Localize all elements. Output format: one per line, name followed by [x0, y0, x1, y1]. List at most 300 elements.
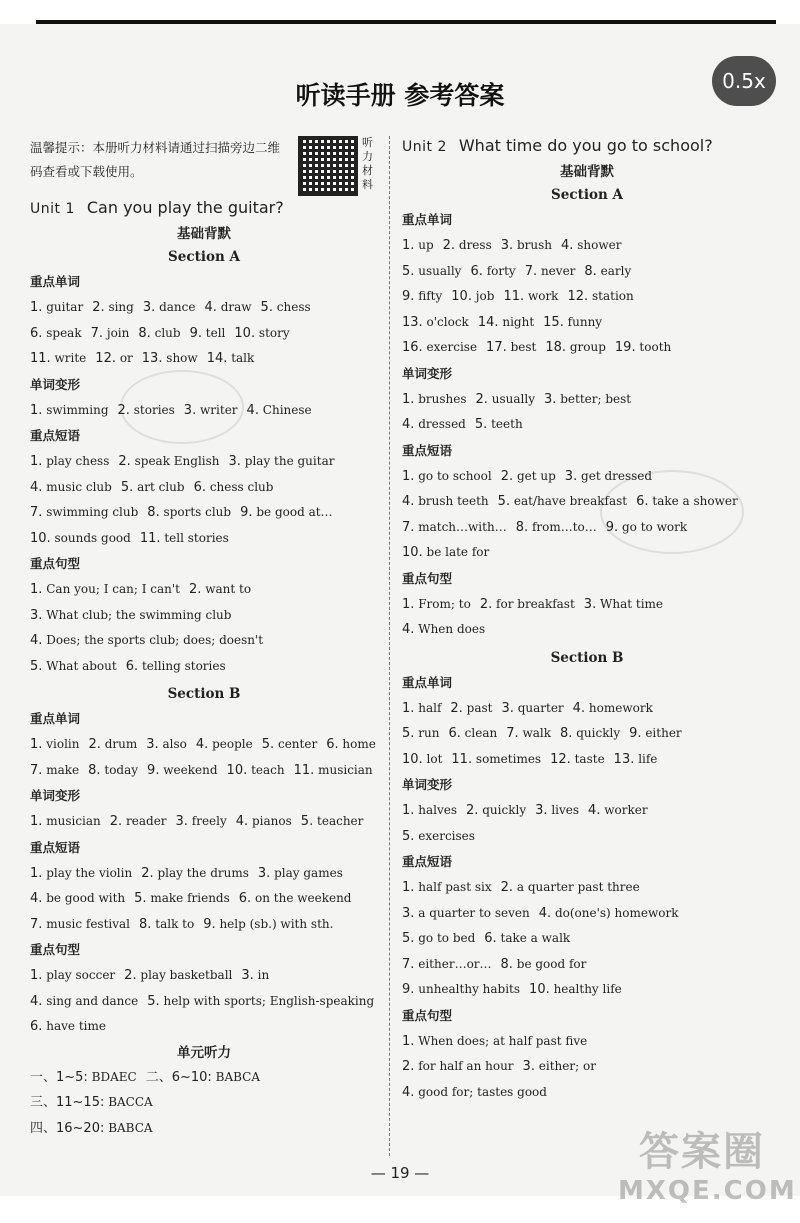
answer-number: 1.: [402, 596, 415, 612]
answer-number: 2.: [402, 1059, 415, 1074]
answer-item: [516, 520, 597, 534]
answer-number: 9.: [629, 726, 642, 741]
answer-text: from…to…: [531, 519, 597, 534]
answer-item: [402, 469, 492, 483]
answer-text: BDAEC: [91, 1069, 137, 1084]
answer-item: [146, 737, 187, 751]
answer-line: [402, 387, 772, 413]
answer-list: [402, 798, 772, 849]
answer-text: drum: [104, 737, 138, 751]
answer-item: [30, 326, 82, 340]
category-key-sentences: 重点句型: [30, 556, 81, 571]
answer-number: 2.: [475, 391, 488, 407]
answer-text: early: [600, 263, 632, 278]
answer-item: [480, 597, 575, 611]
answer-line: [30, 758, 378, 784]
answer-text: quickly: [576, 726, 621, 740]
answer-text: dress: [458, 238, 492, 252]
answer-line: [30, 295, 378, 321]
answer-item: [134, 891, 230, 905]
answer-line: [30, 963, 378, 989]
answer-item: [402, 726, 439, 740]
answer-item: [402, 1059, 514, 1073]
answer-item: [326, 737, 376, 751]
answer-item: [506, 726, 551, 740]
left-column: [30, 130, 378, 1141]
answer-number: 3.: [535, 803, 548, 818]
answer-item: [30, 659, 117, 673]
answer-text: sing: [108, 300, 134, 314]
answer-text: draw: [220, 300, 252, 314]
answer-text: eat/have breakfast: [513, 494, 628, 508]
answer-number: 四、16~20:: [30, 1120, 105, 1136]
answer-number: 12.: [567, 289, 589, 304]
answer-number: 6.: [30, 1019, 43, 1034]
answer-number: 4.: [572, 700, 586, 716]
answer-number: 6.: [448, 726, 461, 741]
section-b-heading: Section B: [550, 649, 624, 666]
answer-text: good for; tastes good: [418, 1084, 547, 1099]
answer-number: 2.: [88, 737, 101, 752]
answer-text: What about: [46, 658, 117, 673]
answer-number: 9.: [147, 762, 160, 778]
answer-item: [147, 763, 218, 777]
answer-text: BACCA: [108, 1095, 153, 1109]
answer-item: [30, 1121, 153, 1135]
answer-item: [450, 701, 492, 715]
category-key-phrases: 重点短语: [402, 442, 453, 458]
answer-item: [402, 417, 466, 431]
answer-number: 5.: [300, 814, 314, 829]
answer-text: o'clock: [426, 314, 469, 329]
answer-text: run: [418, 726, 440, 740]
answer-line: [402, 310, 772, 336]
answer-item: [478, 315, 534, 329]
answer-number: 2.: [189, 582, 202, 597]
answer-list: [402, 387, 772, 438]
answer-item: [92, 300, 134, 314]
answer-number: 7.: [402, 519, 415, 535]
answer-number: 5.: [261, 737, 275, 752]
answer-number: 9.: [189, 325, 202, 341]
answer-text: lives: [551, 803, 580, 817]
answer-list: [30, 449, 378, 551]
answer-number: 3.: [564, 468, 578, 484]
answer-number: 2.: [109, 814, 123, 829]
answer-text: writer: [200, 402, 238, 417]
basics-heading: 基础背默: [177, 226, 231, 242]
answer-number: 6.: [238, 891, 252, 906]
answer-text: forty: [486, 263, 516, 278]
answer-text: help (sb.) with sth.: [219, 916, 334, 931]
answer-text: go to school: [418, 468, 492, 483]
answer-text: sometimes: [475, 751, 542, 766]
answer-item: [606, 520, 687, 534]
answer-item: [498, 494, 627, 508]
answer-item: [402, 803, 457, 817]
answer-line: [402, 696, 772, 722]
answer-item: [503, 289, 558, 303]
answer-line: [30, 398, 378, 424]
answer-item: [584, 264, 631, 278]
answer-item: [146, 1070, 260, 1084]
answer-text: swimming: [46, 402, 109, 417]
answer-number: 6.: [30, 325, 43, 341]
answer-item: [402, 315, 469, 329]
answer-item: [402, 597, 471, 611]
answer-line: [402, 259, 772, 285]
answer-number: 4.: [30, 479, 43, 495]
answer-number: 6.: [636, 494, 649, 509]
page-number: — 19 —: [370, 1164, 430, 1182]
answer-text: job: [475, 289, 495, 303]
answer-text: have time: [46, 1019, 106, 1033]
answer-number: 9.: [240, 505, 253, 520]
answer-item: [30, 814, 101, 828]
answer-number: 4.: [402, 494, 415, 509]
answer-item: [239, 891, 352, 905]
answer-number: 3.: [402, 905, 415, 921]
answer-item: [30, 480, 112, 494]
answer-line: [30, 449, 378, 475]
answer-number: 2.: [141, 865, 154, 881]
answer-number: 3.: [583, 596, 597, 612]
basics-heading: 基础背默: [560, 164, 614, 180]
answer-text: go to work: [622, 519, 688, 534]
answer-item: [204, 300, 251, 314]
answer-text: either…or…: [418, 956, 492, 971]
answer-item: [91, 326, 130, 340]
answer-list: [30, 577, 378, 679]
answer-item: [227, 763, 285, 777]
category-key-phrases: 重点短语: [30, 839, 81, 855]
answer-text: teeth: [491, 417, 523, 431]
answer-item: [470, 264, 515, 278]
answer-number: 1.: [402, 238, 415, 253]
answer-item: [176, 814, 227, 828]
answer-line: [30, 861, 378, 887]
answer-text: work: [527, 289, 559, 303]
answer-text: exercises: [418, 828, 475, 843]
answer-number: 7.: [30, 916, 43, 932]
answer-number: 4.: [402, 1084, 415, 1100]
answer-item: [584, 597, 663, 611]
answer-text: Can you; I can; I can't: [46, 582, 180, 596]
answer-item: [525, 264, 576, 278]
answer-item: [402, 906, 530, 920]
answer-list: [402, 233, 772, 361]
answer-number: 6.: [326, 737, 339, 752]
answer-item: [629, 726, 682, 740]
category-key-words: 重点单词: [402, 212, 453, 227]
answer-number: 11.: [293, 762, 315, 778]
answer-number: 1.: [30, 737, 43, 752]
answer-line: [402, 721, 772, 747]
answer-text: half: [418, 700, 442, 715]
answer-item: [544, 392, 631, 406]
answer-number: 9.: [605, 519, 619, 535]
answer-number: 5.: [402, 726, 415, 741]
answer-number: 1.: [402, 391, 415, 407]
answer-number: 17.: [486, 340, 507, 355]
answer-number: 8.: [515, 519, 529, 535]
category-key-sentences: 重点句型: [402, 1007, 453, 1023]
answer-item: [30, 608, 231, 622]
answer-text: sounds good: [54, 530, 131, 545]
answer-item: [501, 880, 640, 894]
answer-text: usually: [491, 391, 535, 406]
category-key-sentences: 重点句型: [402, 570, 453, 586]
answer-text: brush teeth: [418, 494, 489, 508]
answer-text: teach: [251, 762, 285, 777]
answer-text: for breakfast: [496, 596, 575, 611]
answer-item: [501, 238, 552, 252]
answer-text: quickly: [482, 803, 527, 817]
answer-text: Chinese: [262, 402, 312, 417]
answer-item: [402, 622, 485, 636]
answer-text: play basketball: [140, 968, 233, 982]
answer-text: freely: [191, 814, 227, 828]
answer-item: [448, 726, 497, 740]
unit-1-heading: [30, 198, 378, 217]
answer-text: station: [591, 289, 634, 303]
answer-item: [402, 752, 442, 766]
answer-number: 13.: [141, 351, 163, 366]
answer-line: [30, 603, 378, 629]
answer-number: 16.: [402, 340, 423, 355]
answer-text: home: [342, 737, 376, 751]
answer-number: 13.: [613, 751, 635, 767]
answer-item: [121, 480, 185, 494]
answer-item: [30, 763, 79, 777]
answer-number: 14.: [477, 314, 499, 330]
category-key-words: 重点单词: [30, 274, 81, 289]
answer-number: 三、11~15:: [30, 1095, 105, 1110]
answer-item: [147, 505, 231, 519]
answer-line: [30, 321, 378, 347]
answer-number: 15.: [543, 314, 564, 330]
answer-text: What club; the swimming club: [46, 607, 232, 622]
answer-text: play soccer: [46, 968, 116, 982]
answer-number: 3.: [241, 968, 254, 983]
answer-line: [402, 233, 772, 259]
answer-text: music festival: [46, 916, 131, 931]
answer-item: [402, 931, 475, 945]
answer-item: [560, 726, 620, 740]
qr-code-block[interactable]: [298, 136, 374, 196]
answer-item: [30, 866, 132, 880]
answer-text: stories: [133, 402, 175, 417]
answer-number: 2.: [500, 468, 514, 484]
answer-item: [529, 982, 622, 996]
answer-number: 10.: [234, 325, 256, 341]
answer-number: 4.: [30, 993, 43, 1009]
answer-number: 5.: [120, 479, 134, 495]
answer-text: brush: [516, 238, 553, 252]
answer-item: [88, 737, 137, 751]
answer-number: 4.: [204, 300, 217, 315]
answer-number: 10.: [529, 982, 550, 997]
answer-line: [402, 515, 772, 541]
answer-item: [110, 814, 167, 828]
answer-number: 9.: [402, 289, 415, 304]
unit-2-heading: [402, 136, 772, 155]
answer-text: sports club: [163, 505, 232, 519]
answer-number: 10.: [30, 530, 51, 546]
answer-text: be good at…: [256, 505, 333, 519]
answer-text: or: [119, 351, 133, 365]
answer-item: [402, 289, 442, 303]
answer-item: [30, 968, 115, 982]
answer-number: 5.: [497, 494, 511, 509]
answer-text: violin: [46, 737, 80, 751]
answer-text: make: [46, 762, 80, 777]
answer-text: fifty: [418, 289, 443, 303]
answer-number: 1.: [30, 402, 43, 418]
answer-number: 5.: [147, 993, 160, 1009]
answer-number: 6.: [484, 931, 497, 946]
answer-text: on the weekend: [255, 891, 352, 905]
answer-number: 7.: [30, 762, 43, 778]
answer-item: [30, 505, 138, 519]
answer-line: [402, 540, 772, 566]
answer-item: [258, 866, 343, 880]
answer-item: [30, 1070, 137, 1084]
answer-item: [142, 351, 198, 365]
answer-number: 1.: [402, 803, 415, 818]
answer-item: [614, 752, 658, 766]
answer-number: 12.: [550, 751, 571, 767]
answer-line: [402, 952, 772, 978]
qr-notice: 温馨提示：本册听力材料请通过扫描旁边二维码查看或下载使用。: [30, 140, 281, 179]
answer-text: talk: [231, 351, 255, 365]
qr-label: 听力材料: [362, 136, 373, 191]
qr-code-icon[interactable]: [298, 136, 358, 196]
unit-prefix: Unit 1: [30, 201, 75, 217]
answer-item: [124, 968, 232, 982]
answer-text: walk: [522, 726, 551, 740]
answer-item: [30, 633, 263, 647]
answer-line: [402, 1054, 772, 1080]
answer-item: [147, 994, 374, 1008]
answer-number: 1.: [30, 300, 43, 315]
answer-number: 1.: [402, 1033, 415, 1049]
section-a-heading: Section A: [551, 187, 623, 203]
answer-item: [402, 392, 467, 406]
answer-list: [30, 732, 378, 783]
answer-text: When does: [418, 622, 486, 636]
answer-text: play the guitar: [244, 454, 335, 468]
answer-line: [30, 1116, 378, 1142]
answer-text: take a shower: [652, 494, 738, 508]
answer-text: When does; at half past five: [418, 1033, 588, 1048]
answer-text: go to bed: [418, 931, 476, 945]
answer-number: 3.: [175, 814, 188, 829]
answer-number: 18.: [545, 340, 567, 355]
answer-number: 8.: [88, 762, 101, 778]
answer-item: [636, 494, 738, 508]
page-title: 听读手册 参考答案: [295, 81, 505, 110]
category-word-forms: 单词变形: [402, 777, 453, 792]
answer-item: [615, 340, 671, 354]
answer-number: 4.: [30, 891, 43, 906]
answer-number: 3.: [30, 607, 43, 623]
answer-text: swimming club: [46, 505, 139, 519]
answer-text: telling stories: [141, 658, 226, 673]
answer-text: healthy life: [553, 982, 622, 996]
answer-text: Does; the sports club; does; doesn't: [46, 633, 264, 647]
answer-item: [484, 931, 570, 945]
answer-number: 2.: [479, 596, 493, 612]
answer-text: play the drums: [157, 865, 249, 880]
unit-title: What time do you go to school?: [458, 136, 713, 155]
answer-item: [30, 582, 180, 596]
answer-list: [30, 809, 378, 835]
answer-number: 2.: [450, 700, 463, 716]
section-b-heading: Section B: [167, 686, 241, 702]
answer-text: a quarter past three: [516, 880, 640, 894]
answer-text: sing and dance: [46, 993, 139, 1008]
answer-item: [539, 906, 679, 920]
zoom-level-badge[interactable]: 0.5x: [712, 56, 776, 106]
answer-number: 8.: [139, 916, 152, 932]
answer-line: [402, 977, 772, 1003]
answer-text: From; to: [418, 596, 471, 611]
answer-item: [30, 994, 138, 1008]
answer-number: 5.: [134, 891, 147, 906]
answer-text: clean: [464, 726, 498, 740]
category-word-forms: 单词变形: [402, 365, 453, 381]
answer-text: shower: [577, 238, 622, 252]
category-key-phrases: 重点短语: [402, 854, 453, 869]
unit-prefix: Unit 2: [402, 139, 447, 155]
answer-number: 4.: [538, 905, 552, 921]
answer-number: 3.: [501, 700, 514, 716]
answer-number: 7.: [402, 956, 415, 972]
answer-item: [501, 957, 587, 971]
answer-number: 12.: [95, 351, 116, 366]
category-word-forms: 单词变形: [30, 376, 81, 392]
answer-number: 7.: [506, 726, 519, 741]
answer-number: 2.: [92, 300, 105, 315]
answer-item: [550, 752, 605, 766]
answer-list: [30, 295, 378, 372]
answer-item: [184, 403, 238, 417]
answer-text: guitar: [46, 300, 84, 314]
answer-line: [30, 654, 378, 680]
answer-text: be good with: [46, 891, 126, 905]
answer-number: 5.: [402, 931, 415, 946]
answer-number: 5.: [474, 417, 488, 432]
answer-list: [402, 1029, 772, 1106]
answer-item: [588, 803, 648, 817]
answer-item: [247, 403, 312, 417]
answer-item: [30, 351, 86, 365]
answer-line: [402, 335, 772, 361]
answer-item: [565, 469, 652, 483]
answer-text: tell stories: [164, 530, 229, 545]
answer-item: [30, 917, 130, 931]
answer-number: 4.: [402, 417, 415, 432]
answer-item: [573, 701, 653, 715]
answer-item: [301, 814, 364, 828]
answer-number: 3.: [544, 391, 557, 407]
answer-item: [443, 238, 492, 252]
answer-item: [88, 763, 138, 777]
answer-number: 2.: [118, 454, 131, 469]
answer-number: 9.: [402, 982, 415, 997]
answer-text: up: [418, 238, 434, 252]
